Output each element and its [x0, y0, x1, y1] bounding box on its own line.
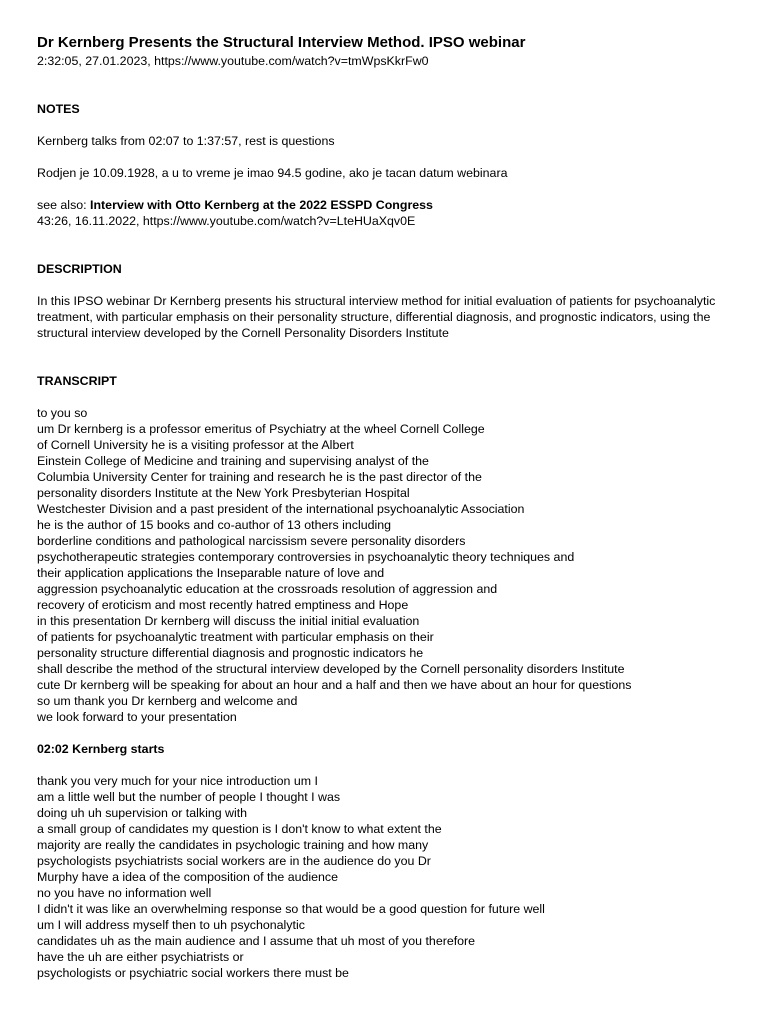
- notes-line-1: Kernberg talks from 02:07 to 1:37:57, rest is questions: [37, 134, 335, 148]
- transcript-line: Columbia University Center for training and research he is the past director of the: [37, 470, 482, 484]
- transcript-line: of patients for psychoanalytic treatment with particular emphasis on their: [37, 630, 434, 644]
- transcript-line: a small group of candidates my question is I don't know to what extent the: [37, 822, 442, 836]
- transcript-line: have the uh are either psychiatrists or: [37, 950, 244, 964]
- transcript-line: thank you very much for your nice introduction um I: [37, 774, 318, 788]
- spacer: [37, 117, 749, 133]
- transcript-line: majority are really the candidates in psychologic training and how many: [37, 838, 429, 852]
- spacer: [37, 757, 749, 773]
- transcript-line: shall describe the method of the structural interview developed by the Cornell personality disorders Institute: [37, 662, 625, 676]
- spacer: [37, 181, 749, 197]
- spacer: [37, 389, 749, 405]
- transcript-line: doing uh uh supervision or talking with: [37, 806, 248, 820]
- see-also-title: Interview with Otto Kernberg at the 2022 ESSPD Congress: [90, 198, 433, 212]
- spacer: [37, 229, 749, 261]
- transcript-line: borderline conditions and pathological narcissism severe personality disorders: [37, 534, 466, 548]
- spacer: [37, 725, 749, 741]
- transcript-line: psychologists or psychiatric social workers there must be: [37, 966, 349, 980]
- description-text: In this IPSO webinar Dr Kernberg presents his structural interview method for initial evaluation of patients for psychoanalytic treatment, with particular emphasis on their personality structure, differential diagnosis, and prognostic indicators, using the structural interview developed by the Cornell Personality Disorders Institute: [37, 294, 716, 340]
- transcript-line: no you have no information well: [37, 886, 212, 900]
- document-title: Dr Kernberg Presents the Structural Interview Method. IPSO webinar: [37, 34, 526, 51]
- transcript-main: [37, 773, 749, 981]
- transcript-heading: TRANSCRIPT: [37, 374, 117, 388]
- transcript-line: Einstein College of Medicine and training and supervising analyst of the: [37, 454, 429, 468]
- transcript-line: recovery of eroticism and most recently hatred emptiness and Hope: [37, 598, 409, 612]
- notes-line-2: Rodjen je 10.09.1928, a u to vreme je imao 94.5 godine, ako je tacan datum webinara: [37, 166, 508, 180]
- transcript-line: we look forward to your presentation: [37, 710, 237, 724]
- transcript-line: cute Dr kernberg will be speaking for about an hour and a half and then we have about an hour for questions: [37, 678, 632, 692]
- transcript-line: Westchester Division and a past president of the international psychoanalytic Association: [37, 502, 525, 516]
- transcript-line: psychotherapeutic strategies contemporary controversies in psychoanalytic theory techniques and: [37, 550, 575, 564]
- transcript-line: um I will address myself then to uh psychonalytic: [37, 918, 305, 932]
- spacer: [37, 277, 749, 293]
- spacer: [37, 341, 749, 373]
- transcript-line: of Cornell University he is a visiting professor at the Albert: [37, 438, 354, 452]
- transcript-line: personality structure differential diagnosis and prognostic indicators he: [37, 646, 424, 660]
- transcript-line: aggression psychoanalytic education at the crossroads resolution of aggression and: [37, 582, 498, 596]
- transcript-line: Murphy have a idea of the composition of the audience: [37, 870, 339, 884]
- section-marker: 02:02 Kernberg starts: [37, 742, 165, 756]
- see-also-prefix: see also:: [37, 198, 91, 212]
- document-page: [37, 33, 749, 981]
- transcript-line: their application applications the Inseparable nature of love and: [37, 566, 385, 580]
- transcript-line: psychologists psychiatrists social workers are in the audience do you Dr: [37, 854, 431, 868]
- see-also-meta: 43:26, 16.11.2022, https://www.youtube.com/watch?v=LteHUaXqv0E: [37, 214, 416, 228]
- transcript-line: he is the author of 15 books and co-author of 13 others including: [37, 518, 392, 532]
- see-also-line: [37, 197, 749, 213]
- spacer: [37, 149, 749, 165]
- description-heading: DESCRIPTION: [37, 262, 122, 276]
- transcript-line: personality disorders Institute at the New York Presbyterian Hospital: [37, 486, 410, 500]
- spacer: [37, 69, 749, 101]
- transcript-line: am a little well but the number of people I thought I was: [37, 790, 341, 804]
- transcript-line: in this presentation Dr kernberg will discuss the initial initial evaluation: [37, 614, 420, 628]
- notes-heading: NOTES: [37, 102, 80, 116]
- transcript-line: um Dr kernberg is a professor emeritus of Psychiatry at the wheel Cornell College: [37, 422, 485, 436]
- transcript-line: candidates uh as the main audience and I assume that uh most of you therefore: [37, 934, 476, 948]
- transcript-intro: [37, 405, 749, 725]
- transcript-line: so um thank you Dr kernberg and welcome and: [37, 694, 298, 708]
- transcript-line: to you so: [37, 406, 88, 420]
- transcript-line: I didn't it was like an overwhelming response so that would be a good question for future well: [37, 902, 545, 916]
- document-meta: 2:32:05, 27.01.2023, https://www.youtube.com/watch?v=tmWpsKkrFw0: [37, 54, 429, 68]
